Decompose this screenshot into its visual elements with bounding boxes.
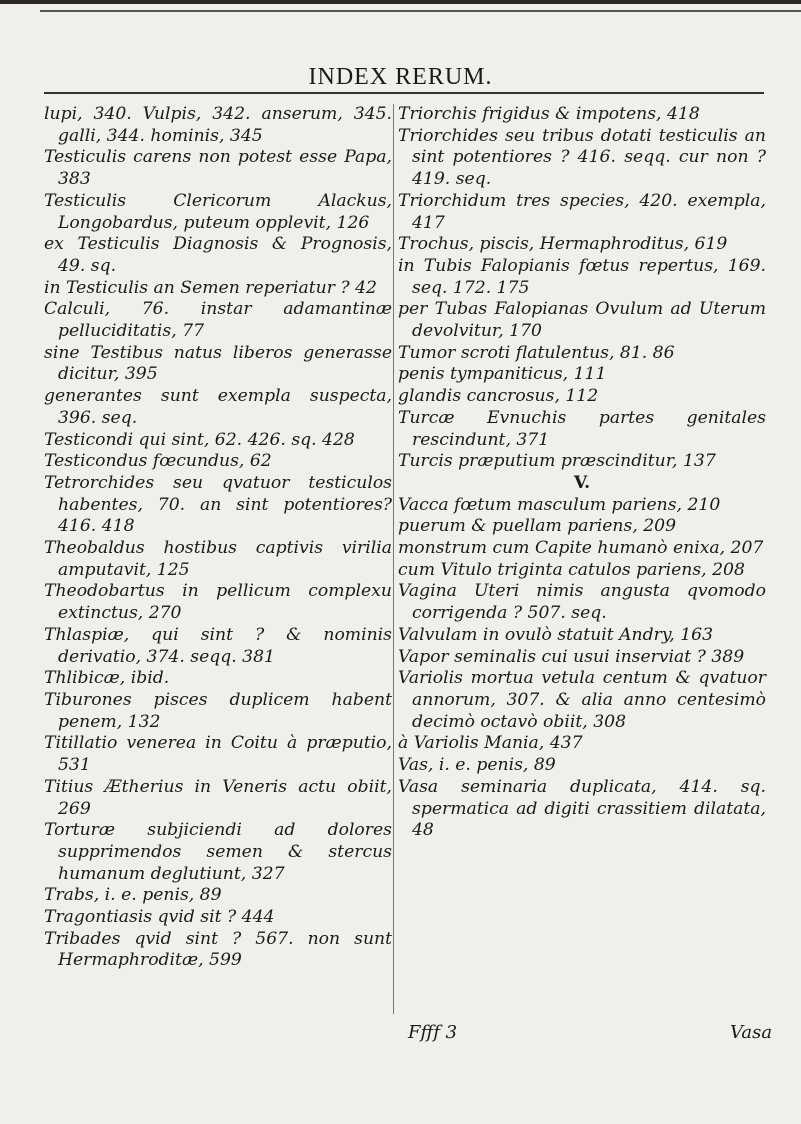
index-entry: Tumor scroti flatulentus, 81. 86 bbox=[398, 342, 675, 363]
index-entry: Tragontiasis qvid sit ? 444 bbox=[44, 907, 275, 928]
index-entry: lupi, 340. Vulpis, 342. anserum, 345. galli, 344. hominis, 345 bbox=[44, 104, 392, 146]
catchword: Vasa bbox=[730, 1022, 773, 1043]
index-entry: puerum & puellam pariens, 209 bbox=[398, 516, 677, 537]
index-entry: monstrum cum Capite humanò enixa, 207 bbox=[398, 538, 764, 559]
index-entry: penis tympaniticus, 111 bbox=[398, 364, 607, 385]
index-entry: Trochus, piscis, Hermaphroditus, 619 bbox=[398, 234, 728, 255]
index-entry: Triorchides seu tribus dotati testiculis an sint potentiores ? 416. seqq. cur non ? 419. seq. bbox=[398, 125, 766, 190]
index-entry: V. bbox=[573, 472, 591, 493]
index-entry: Tetrorchides seu qvatuor testiculos habentes, 70. an sint potentiores? 416. 418 bbox=[44, 472, 392, 537]
left-column bbox=[44, 104, 392, 972]
index-entry: ex Testiculis Diagnosis & Prognosis, 49. sq. bbox=[44, 234, 392, 276]
index-entry: Calculi, 76. instar adamantinæ pelluciditatis, 77 bbox=[44, 299, 392, 342]
index-entry: Vagina Uteri nimis angusta qvomodo corrigenda ? 507. seq. bbox=[398, 581, 766, 624]
index-entry: Testicondi qui sint, 62. 426. sq. 428 bbox=[44, 429, 355, 450]
index-entry: generantes sunt exempla suspecta, 396. seq. bbox=[44, 386, 392, 428]
column-divider bbox=[393, 104, 394, 1014]
index-entry: glandis cancrosus, 112 bbox=[398, 386, 599, 407]
index-entry: cum Vitulo triginta catulos pariens, 208 bbox=[398, 559, 745, 580]
index-entry: à Variolis Mania, 437 bbox=[398, 733, 583, 754]
index-entry: Vas, i. e. penis, 89 bbox=[398, 755, 556, 776]
index-entry: Theodobartus in pellicum complexu extinctus, 270 bbox=[44, 581, 392, 624]
index-entry: Testiculis carens non potest esse Papa, 383 bbox=[44, 147, 392, 190]
index-entry: Theobaldus hostibus captivis virilia amputavit, 125 bbox=[44, 538, 392, 580]
index-entry: Titillatio venerea in Coitu à præputio, 531 bbox=[44, 733, 392, 776]
index-entry: Turcæ Evnuchis partes genitales rescindunt, 371 bbox=[398, 407, 766, 450]
index-entry: Trabs, i. e. penis, 89 bbox=[44, 885, 222, 906]
page-footer bbox=[0, 1022, 801, 1052]
index-entry: Thlibicæ, ibid. bbox=[44, 668, 170, 689]
index-entry: in Tubis Falopianis fœtus repertus, 169. seq. 172. 175 bbox=[398, 255, 766, 298]
page-header: INDEX RERUM. bbox=[308, 64, 493, 90]
index-entry: Torturæ subjiciendi ad dolores supprimendos semen & stercus humanum deglutiunt, 327 bbox=[44, 820, 392, 884]
index-entry: Turcis præputium præscinditur, 137 bbox=[398, 451, 716, 472]
index-entry: Variolis mortua vetula centum & qvatuor annorum, 307. & alia anno centesimò decimò octavò obiit, 308 bbox=[398, 668, 766, 732]
index-entry: Valvulam in ovulò statuit Andry, 163 bbox=[398, 624, 714, 645]
index-entry: Vacca fœtum masculum pariens, 210 bbox=[398, 494, 721, 515]
index-entry: per Tubas Falopianas Ovulum ad Uterum devolvitur, 170 bbox=[398, 299, 766, 342]
index-entry: Vapor seminalis cui usui inserviat ? 389 bbox=[398, 646, 745, 667]
signature-mark: Ffff 3 bbox=[408, 1022, 458, 1043]
index-entry: in Testiculis an Semen reperiatur ? 42 bbox=[44, 277, 377, 298]
index-entry: Tiburones pisces duplicem habent penem, 132 bbox=[44, 689, 392, 732]
index-entry: Testicondus fœcundus, 62 bbox=[44, 451, 272, 472]
index-entry: sine Testibus natus liberos generasse dicitur, 395 bbox=[44, 342, 392, 385]
index-entry: Titius Ætherius in Veneris actu obiit, 269 bbox=[44, 776, 392, 819]
index-entry: Tribades qvid sint ? 567. non sunt Hermaphroditæ, 599 bbox=[44, 928, 392, 971]
index-entry: Triorchis frigidus & impotens, 418 bbox=[398, 104, 700, 124]
index-entry: Vasa seminaria duplicata, 414. sq. spermatica ad digiti crassitiem dilatata, 48 bbox=[398, 776, 766, 841]
top-rule bbox=[0, 0, 801, 4]
right-column bbox=[398, 104, 766, 842]
index-entry: Testiculis Clericorum Alackus, Longobardus, puteum opplevit, 126 bbox=[44, 190, 392, 233]
top-rule-secondary bbox=[40, 10, 801, 12]
index-entry: Thlaspiæ, qui sint ? & nominis derivatio, 374. seqq. 381 bbox=[44, 624, 392, 667]
header-rule bbox=[44, 92, 764, 94]
index-entry: Triorchidum tres species, 420. exempla, 417 bbox=[398, 190, 766, 233]
